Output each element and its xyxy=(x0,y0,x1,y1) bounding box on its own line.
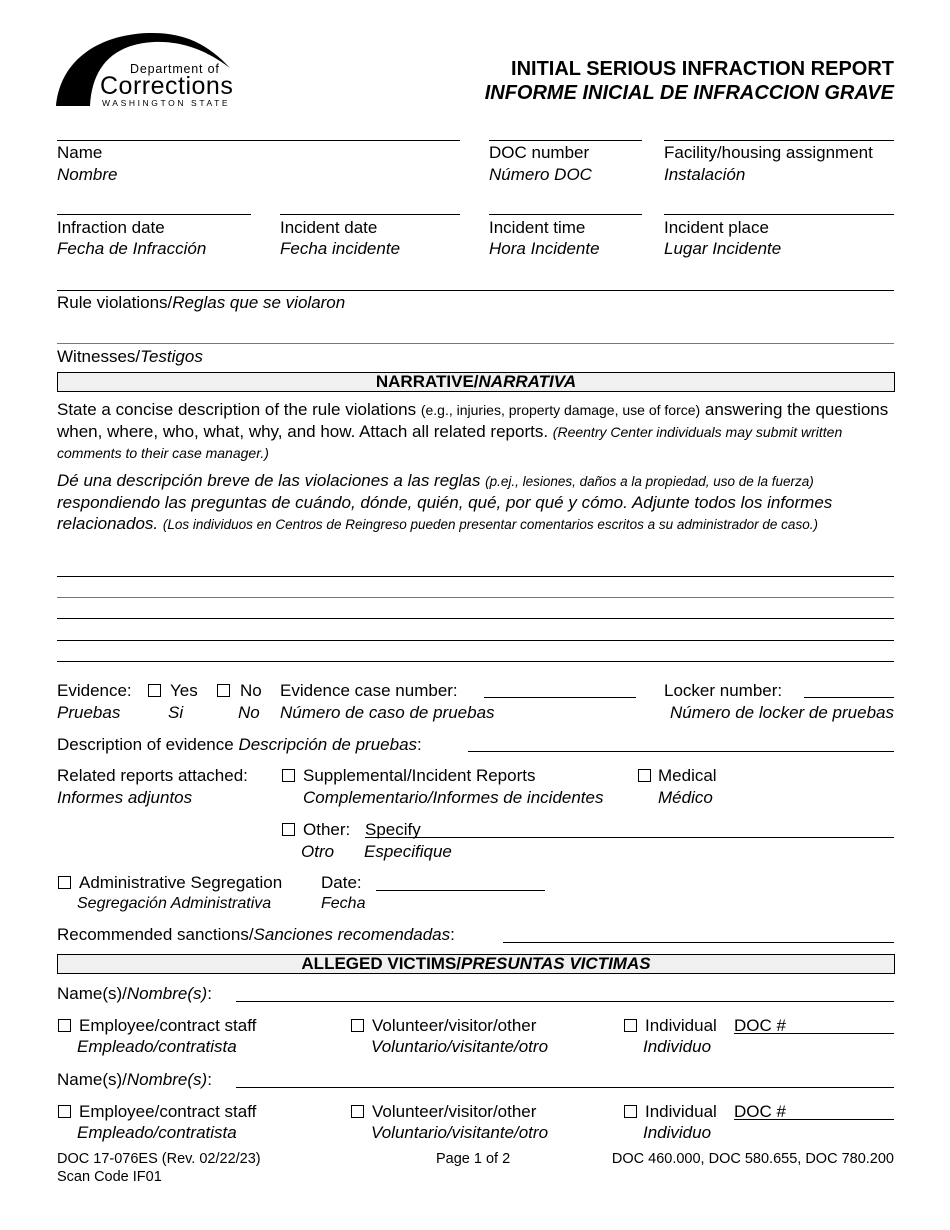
narrative-en-text: State a concise description of the rule violations xyxy=(57,400,421,419)
volunteer-label-es-1: Voluntario/visitante/otro xyxy=(371,1037,549,1056)
volunteer-label-es-2: Voluntario/visitante/otro xyxy=(371,1123,549,1142)
narrative-es-text: Dé una descripción breve de las violaciones a las reglas xyxy=(57,471,486,490)
sanctions-colon: : xyxy=(450,925,455,944)
doc-number-label-es: Número DOC xyxy=(489,165,592,184)
incident-time-line[interactable] xyxy=(489,214,642,215)
employee-checkbox-2[interactable] xyxy=(58,1105,71,1118)
narrative-line-4[interactable] xyxy=(57,640,894,641)
doc-logo xyxy=(56,32,246,112)
evidence-description-en: Description of evidence xyxy=(57,735,239,754)
doc-number-line[interactable] xyxy=(489,140,642,141)
individual-label-2: Individual xyxy=(645,1102,717,1121)
supplemental-label-es: Complementario/Informes de incidentes xyxy=(303,788,604,807)
victim-names-es-1: Nombre(s) xyxy=(126,984,208,1003)
sanctions-label-es: Sanciones recomendadas xyxy=(253,925,451,944)
name-line[interactable] xyxy=(57,140,460,141)
victims-heading-en: ALLEGED VICTIMS/ xyxy=(301,954,462,973)
employee-label-es-1: Empleado/contratista xyxy=(77,1037,237,1056)
admin-segregation-checkbox[interactable] xyxy=(58,876,71,889)
witnesses-label-es: Testigos xyxy=(140,347,203,366)
individual-label-es-2: Individuo xyxy=(643,1123,712,1142)
victim-names-en-2: Name(s)/ xyxy=(57,1070,127,1089)
specify-label: Specify xyxy=(365,820,421,839)
medical-label: Medical xyxy=(658,766,717,785)
facility-line[interactable] xyxy=(664,140,894,141)
logo-name: Corrections xyxy=(100,72,234,100)
sanctions-input[interactable] xyxy=(503,942,894,943)
locker-label-es: Número de locker de pruebas xyxy=(670,703,894,722)
rule-violations-line[interactable] xyxy=(57,290,894,291)
evidence-description-input[interactable] xyxy=(468,751,894,752)
footer-policies: DOC 460.000, DOC 580.655, DOC 780.200 xyxy=(611,1151,894,1167)
evidence-case-label-es: Número de caso de pruebas xyxy=(280,703,495,722)
logo-state: WASHINGTON STATE xyxy=(102,98,231,108)
incident-time-label-es: Hora Incidente xyxy=(489,239,600,258)
related-reports-label-es: Informes adjuntos xyxy=(57,788,193,807)
supplemental-checkbox[interactable] xyxy=(282,769,295,782)
facility-label: Facility/housing assignment xyxy=(664,143,873,162)
admin-segregation-date-input[interactable] xyxy=(376,890,545,891)
admin-segregation-label-es: Segregación Administrativa xyxy=(77,895,272,912)
sanctions-label-en: Recommended sanctions/ xyxy=(57,925,254,944)
title-en: INITIAL SERIOUS INFRACTION REPORT xyxy=(511,58,894,80)
medical-label-es: Médico xyxy=(658,788,713,807)
victims-heading-es: PRESUNTAS VICTIMAS xyxy=(461,954,651,973)
evidence-yes-checkbox[interactable] xyxy=(148,684,161,697)
witnesses-label xyxy=(57,346,203,367)
employee-label-1: Employee/contract staff xyxy=(79,1016,257,1035)
victim-names-label-2 xyxy=(57,1069,212,1090)
evidence-label-es: Pruebas xyxy=(57,703,121,722)
evidence-description-label xyxy=(57,734,422,755)
doc-num-label-2: DOC # xyxy=(734,1102,786,1121)
doc-num-input-2[interactable] xyxy=(734,1119,894,1120)
incident-place-label: Incident place xyxy=(664,218,769,237)
narrative-es-examples: (p.ej., lesiones, daños a la propiedad, uso de la fuerza) xyxy=(485,474,814,489)
employee-label-2: Employee/contract staff xyxy=(79,1102,257,1121)
incident-date-label-es: Fecha incidente xyxy=(280,239,401,258)
rule-violations-label-en: Rule violations/ xyxy=(57,293,173,312)
admin-segregation-date-label-es: Fecha xyxy=(321,895,366,912)
narrative-heading-es: NARRATIVA xyxy=(478,372,577,391)
infraction-date-label: Infraction date xyxy=(57,218,165,237)
victim-names-input-2[interactable] xyxy=(236,1087,894,1088)
evidence-description-es: Descripción de pruebas xyxy=(238,735,418,754)
employee-checkbox-1[interactable] xyxy=(58,1019,71,1032)
specify-label-es: Especifique xyxy=(364,842,452,861)
incident-time-label: Incident time xyxy=(489,218,586,237)
narrative-heading-en: NARRATIVE/ xyxy=(375,372,479,391)
evidence-yes-label-es: Si xyxy=(168,703,184,722)
incident-place-line[interactable] xyxy=(664,214,894,215)
volunteer-checkbox-1[interactable] xyxy=(351,1019,364,1032)
logo-dept: Department of xyxy=(130,62,220,76)
employee-label-es-2: Empleado/contratista xyxy=(77,1123,237,1142)
doc-num-label-1: DOC # xyxy=(734,1016,786,1035)
narrative-line-5[interactable] xyxy=(57,661,894,662)
sanctions-label xyxy=(57,924,455,945)
other-specify-input[interactable] xyxy=(365,837,894,838)
evidence-no-label: No xyxy=(240,681,262,700)
facility-label-es: Instalación xyxy=(664,165,746,184)
narrative-en-note: (Reentry Center individuals may submit written comments to their case manager.) xyxy=(57,424,843,461)
infraction-date-line[interactable] xyxy=(57,214,251,215)
other-checkbox[interactable] xyxy=(282,823,295,836)
evidence-description-colon: : xyxy=(417,735,422,754)
volunteer-checkbox-2[interactable] xyxy=(351,1105,364,1118)
victim-names-label-1 xyxy=(57,983,212,1004)
witnesses-line[interactable] xyxy=(57,343,894,344)
narrative-instructions-es xyxy=(57,470,897,534)
rule-violations-label xyxy=(57,292,345,313)
individual-checkbox-2[interactable] xyxy=(624,1105,637,1118)
narrative-en-text-2: answering the questions when, where, who, what, why, and how. Attach all related reports. xyxy=(57,400,889,441)
witnesses-label-en: Witnesses/ xyxy=(57,347,141,366)
victim-names-colon-1: : xyxy=(207,984,212,1003)
narrative-en-examples: (e.g., injuries, property damage, use of force) xyxy=(420,402,701,418)
other-label: Other: xyxy=(303,820,351,839)
incident-date-line[interactable] xyxy=(280,214,460,215)
volunteer-label-1: Volunteer/visitor/other xyxy=(372,1016,537,1035)
narrative-heading xyxy=(57,372,895,392)
incident-date-label: Incident date xyxy=(280,218,378,237)
doc-num-input-1[interactable] xyxy=(734,1033,894,1034)
narrative-instructions-en xyxy=(57,399,897,463)
evidence-yes-label: Yes xyxy=(170,681,198,700)
narrative-es-text-2: respondiendo las preguntas de cuándo, dónde, quién, qué, por qué y cómo. Adjunte todos los informes relacionados. xyxy=(57,493,833,533)
footer-form-id: DOC 17-076ES (Rev. 02/22/23) xyxy=(57,1151,261,1167)
incident-place-label-es: Lugar Incidente xyxy=(664,239,782,258)
name-label: Name xyxy=(57,143,103,162)
doc-number-label: DOC number xyxy=(489,143,590,162)
footer-scan-code: Scan Code IF01 xyxy=(57,1169,162,1185)
evidence-case-label: Evidence case number: xyxy=(280,681,458,700)
narrative-line-1[interactable] xyxy=(57,576,894,577)
locker-input[interactable] xyxy=(804,697,894,698)
individual-label-es-1: Individuo xyxy=(643,1037,712,1056)
evidence-no-label-es: No xyxy=(238,703,260,722)
narrative-es-note: (Los individuos en Centros de Reingreso pueden presentar comentarios escritos a su administrador de caso.) xyxy=(162,517,818,532)
footer-page-number: Page 1 of 2 xyxy=(436,1151,511,1167)
other-label-es: Otro xyxy=(301,842,335,861)
evidence-case-input[interactable] xyxy=(484,697,636,698)
medical-checkbox[interactable] xyxy=(638,769,651,782)
narrative-line-2[interactable] xyxy=(57,597,894,598)
name-label-es: Nombre xyxy=(57,165,118,184)
victim-names-input-1[interactable] xyxy=(236,1001,894,1002)
title-es: INFORME INICIAL DE INFRACCION GRAVE xyxy=(484,82,894,104)
victim-names-colon-2: : xyxy=(207,1070,212,1089)
locker-label: Locker number: xyxy=(664,681,783,700)
related-reports-label: Related reports attached: xyxy=(57,766,248,785)
volunteer-label-2: Volunteer/visitor/other xyxy=(372,1102,537,1121)
victim-names-en-1: Name(s)/ xyxy=(57,984,127,1003)
victims-heading xyxy=(57,954,895,974)
admin-segregation-date-label: Date: xyxy=(321,873,362,892)
admin-segregation-label: Administrative Segregation xyxy=(79,873,283,892)
individual-checkbox-1[interactable] xyxy=(624,1019,637,1032)
supplemental-label: Supplemental/Incident Reports xyxy=(303,766,536,785)
rule-violations-label-es: Reglas que se violaron xyxy=(172,293,346,312)
narrative-line-3[interactable] xyxy=(57,618,894,619)
evidence-no-checkbox[interactable] xyxy=(217,684,230,697)
evidence-label: Evidence: xyxy=(57,681,132,700)
victim-names-es-2: Nombre(s) xyxy=(126,1070,208,1089)
infraction-date-label-es: Fecha de Infracción xyxy=(57,239,207,258)
individual-label-1: Individual xyxy=(645,1016,717,1035)
